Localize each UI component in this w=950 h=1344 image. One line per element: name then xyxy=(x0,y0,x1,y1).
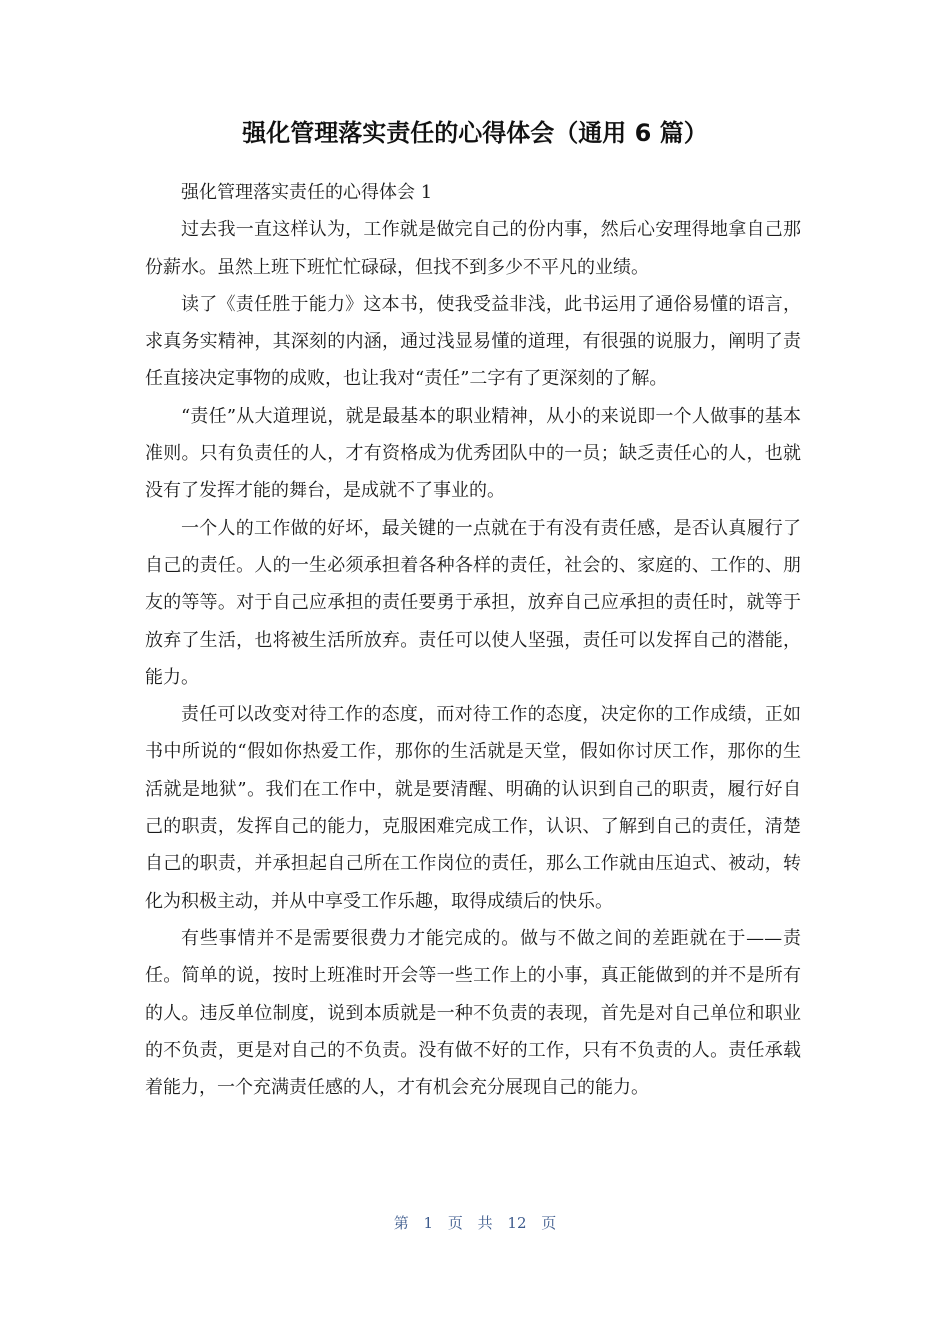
footer-gong: 共 xyxy=(477,1214,493,1232)
paragraph: “责任”从大道理说，就是最基本的职业精神，从小的来说即一个人做事的基本准则。只有负责任的人，才有资格成为优秀团队中的一员；缺乏责任心的人，也就没有了发挥才能的舞台，是成就不了事业的。 xyxy=(145,405,801,502)
paragraph: 一个人的工作做的好坏，最关键的一点就在于有没有责任感，是否认真履行了自己的责任。人的一生必须承担着各种各样的责任，社会的、家庭的、工作的、朋友的等等。对于自己应承担的责任要勇于承担，放弃自己应承担的责任时，就等于放弃了生活，也将被生活所放弃。责任可以使人坚强，责任可以发挥自己的潜能，能力。 xyxy=(145,517,801,688)
paragraph: 读了《责任胜于能力》这本书，使我受益非浅，此书运用了通俗易懂的语言，求真务实精神，其深刻的内涵，通过浅显易懂的道理，有很强的说服力，阐明了责任直接决定事物的成败，也让我对“责任”二字有了更深刻的了解。 xyxy=(145,293,801,390)
footer-di: 第 xyxy=(393,1214,409,1232)
paragraph: 有些事情并不是需要很费力才能完成的。做与不做之间的差距就在于——责任。简单的说，按时上班准时开会等一些工作上的小事，真正能做到的并不是所有的人。违反单位制度，说到本质就是一种不负责的表现，首先是对自己单位和职业的不负责，更是对自己的不负责。没有做不好的工作，只有不负责的人。责任承载着能力，一个充满责任感的人，才有机会充分展现自己的能力。 xyxy=(145,927,801,1099)
footer-ye: 页 xyxy=(447,1214,463,1232)
section-heading: 强化管理落实责任的心得体会 1 xyxy=(181,182,433,203)
footer-page-total: 12 xyxy=(507,1214,527,1232)
page-footer xyxy=(0,1208,950,1238)
document-title: 强化管理落实责任的心得体会（通用 6 篇） xyxy=(242,119,708,147)
paragraph: 责任可以改变对待工作的态度，而对待工作的态度，决定你的工作成绩，正如书中所说的“假如你热爱工作，那你的生活就是天堂，假如你讨厌工作，那你的生活就是地狱”。我们在工作中，就是要清醒、明确的认识到自己的职责，履行好自己的职责，发挥自己的能力，克服困难完成工作，认识、了解到自己的责任，清楚自己的职责，并承担起自己所在工作岗位的责任，那么工作就由压迫式、被动，转化为积极主动，并从中享受工作乐趣，取得成绩后的快乐。 xyxy=(145,704,801,912)
footer-ye2: 页 xyxy=(541,1214,557,1232)
paragraph: 过去我一直这样认为，工作就是做完自己的份内事，然后心安理得地拿自己那份薪水。虽然上班下班忙忙碌碌，但找不到多少不平凡的业绩。 xyxy=(145,219,801,278)
footer-page-current: 1 xyxy=(423,1214,434,1232)
document-body xyxy=(145,174,801,1106)
